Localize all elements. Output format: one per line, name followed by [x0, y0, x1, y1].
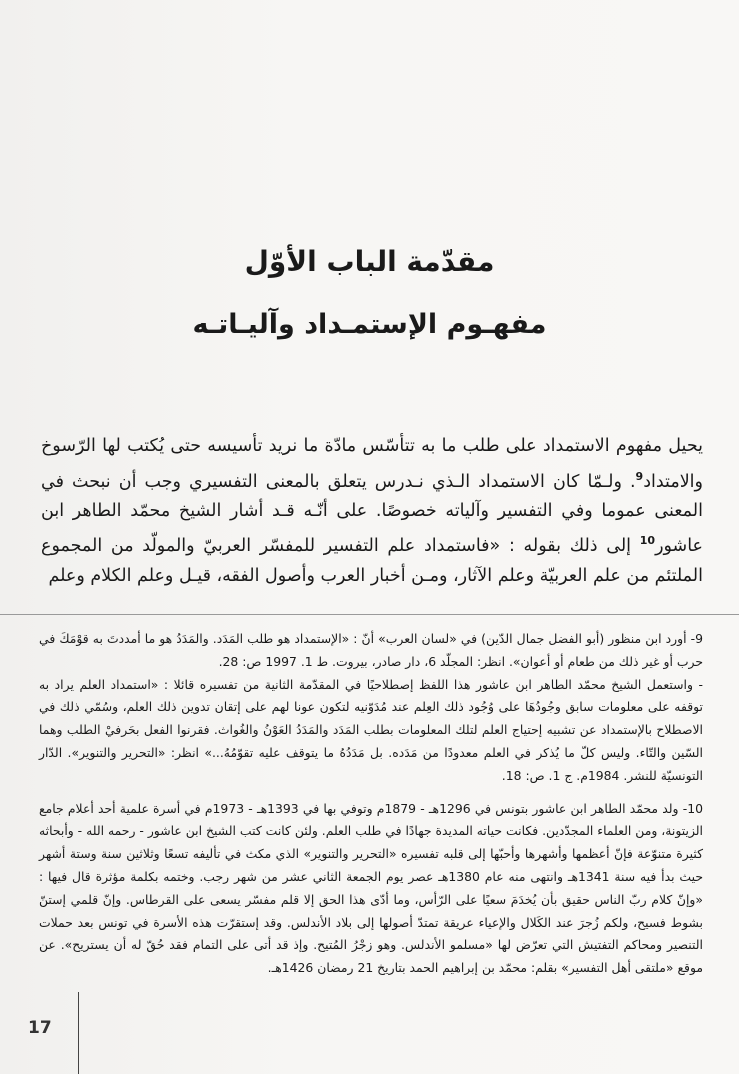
body-text-part-1: يحيل مفهوم الاستمداد على طلب ما به تتأسّس مادّة ما نريد تأسيسه حتى يُكتب لها الرّسوخ والامتداد [41, 436, 703, 492]
footnote-number: 9 [695, 631, 703, 646]
section-subtitle: مفهـوم الإستمـداد وآليـاتـه [192, 309, 547, 340]
footnote-number: 10 [687, 800, 704, 816]
footnote-continuation: - واستعمل الشيخ محمّد الطاهر ابن عاشور هذا اللفظ إصطلاحيًا في المقدّمة الثانية من تفسيره قائلا : «استمداد العلم يراد به توقفه على معلومات سابق وجُودُهَا على وُجُود ذلك العِلم عند مُدَوّنيه لتكون عونا لهم على إتقان تدوين ذلك العلم، وسُمّي ذلك في الاصطلاح بالإستمداد عن تشبيه إحتياج العلم لتلك المعلومات بطلب المَدَد والمَدَدُ العَوْنُ والغُواث. فقرنوا الفعل بحَرفيْ الطلب وهما السّين والتّاء. وليس كلّ ما يُذكر في العلم معدودًا من مَدَده. بل مَدَدُهُ ما يتوقف عليه تقوّمُهُ...» انظر: «التحرير والتنوير». الدّار التونسيّة للنشر. 1984م. ج 1. ص: 18. [39, 676, 703, 783]
footnote-separator [0, 614, 739, 615]
chapter-title: مقدّمة الباب الأوّل [244, 245, 495, 278]
page-number-rule [78, 992, 79, 1074]
body-text-part-2: . ولـمّا كان الاستمداد الـذي نـدرس يتعلق بالمعنى التفسيري وجب أن نبحث في المعنى عموما وفي التفسير وآلياته خصوصًا. على أنّـه قـد أشار الشيخ محمّد الطاهر ابن عاشور [41, 471, 703, 557]
page-number: 17 [28, 1018, 52, 1038]
body-text-part-3: إلى ذلك بقوله : «فاستمداد علم التفسير للمفسّر العربيّ والمولّد من المجموع الملتئم من علم العربيّة وعلم الآثار، ومـن أخبار العرب وأصول الفقه، قيـل وعلم الكلام وعلم [41, 536, 703, 586]
footnote-9 [39, 628, 703, 788]
footnote-text: - ولد محمّد الطاهر ابن عاشور بتونس في 1296هـ - 1879م وتوفي بها في 1393هـ - 1973م في أسرة علمية أحد أعلام جامع الزيتونة، ومن العلماء المجدّدين. فكانت حياته المديدة جهادًا في طلب العلم. ولئن كانت كتب الشيخ ابن عاشور - رحمه الله - وأبحاثه كثيرة متنوّعة فإنّ أعظمها وأشهرها وأحبّها إلى قلبه تفسيره «التحرير والتنوير» الذي مكث في تأليفه تسعًا وثلاثين سنة وستة أشهر حيث بدأ فيه سنة 1341هـ وانتهى منه عام 1380هـ عصر يوم الجمعة الثاني عشر من شهر رجب. وختمه بكلمة مؤثرة قال فيها : «وإنّ كلام ربّ الناس حقيق بأن يُخدَمَ سعيًا على الرّأس، وما أدّى هذا الحق إلا قلم مفسّر يسعى على القرطاس. وإنّ قلمي إستنّ بشوط فسيح، ولكم زُجرَ عند الكَلال والإعياء عريقة تمتدّ أصولها إلى بلاد الأندلس. وقد إستقرّت هذه الأسرة في تونس بعد حملات التنصير ومحاكم التفتيش التي تعرّض لها «مسلمو الأندلس. وهو زجْرُ المُتيح. وإذ قد أتى على التمام فقد حُقّ له أن يستريح». عن موقع «ملتقى أهل التفسير» بقلم: محمّد بن إبراهيم الحمد بتاريخ 21 رمضان 1426هـ. [39, 800, 703, 976]
footnote-reference-10[interactable]: 10 [639, 534, 656, 548]
footnote-text: - أورد ابن منظور (أبو الفضل جمال الدّين) في «لسان العرب» أنّ : «الإستمداد هو طلب المَدَد. والمَدَدُ هو ما أمددتَ به قوْمَكَ في حرب أو غير ذلك من طعام أو أعوان». انظر: المجلّد 6، دار صادر، بيروت. ط 1. 1997 ص: 28. [39, 631, 703, 669]
footnote-reference-9[interactable]: 9 [635, 469, 644, 483]
footnote-10 [39, 798, 703, 980]
body-paragraph [41, 432, 703, 591]
footnotes-section [39, 628, 703, 990]
